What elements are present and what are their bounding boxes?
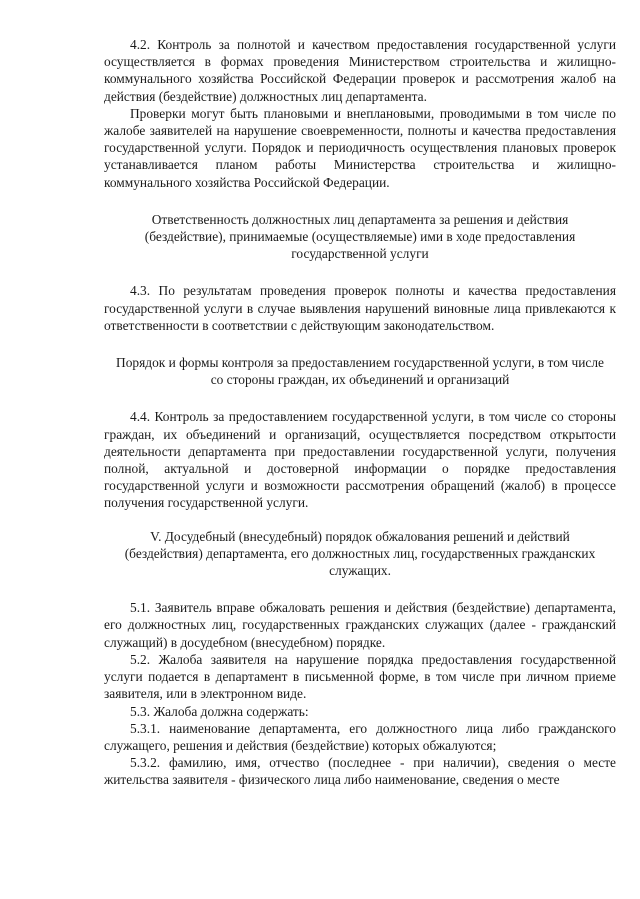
heading-responsibility: Ответственность должностных лиц департамента за решения и действия (бездействие), принимаемые (осуществляемые) ими в ходе предоставления государственной услуги [144, 211, 576, 262]
paragraph-4-4: 4.4. Контроль за предоставлением государственной услуги, в том числе со стороны граждан, их объединений и организаций, осуществляется посредством открытости деятельности департамента при предоставлении государственной услуги, получения полной, актуальной и достоверной информации о порядке предоставления государственной услуги и возможности рассмотрения обращений (жалоб) в процессе получения государственной услуги. [104, 409, 616, 511]
paragraph-5-3-2: 5.3.2. фамилию, имя, отчество (последнее - при наличии), сведения о месте жительства заявителя - физического лица либо наименование, сведения о месте [104, 755, 616, 788]
paragraph-5-1: 5.1. Заявитель вправе обжаловать решения и действия (бездействие) департамента, его должностных лиц, государственных гражданских служащих (далее - гражданский служащий) в досудебном (внесудебном) порядке. [104, 600, 616, 650]
paragraph-5-3: 5.3. Жалоба должна содержать: [130, 703, 309, 719]
paragraph-5-2: 5.2. Жалоба заявителя на нарушение порядка предоставления государственной услуги подается в департамент в письменной форме, в том числе при личном приеме заявителя, или в электронном виде. [104, 651, 616, 702]
paragraph-5-3-1: 5.3.1. наименование департамента, его должностного лица либо гражданского служащего, решения и действия (бездействие) которых обжалуются; [104, 720, 616, 753]
paragraph-4-2-inspections: Проверки могут быть плановыми и внеплановыми, проводимыми в том числе по жалобе заявителей на нарушение своевременности, полноты и качества предоставления государственной услуги. Порядок и периодичность осуществления плановых проверок устанавливается планом работы Министерства строительства и жилищно-коммунального хозяйства Российской Федерации. [104, 105, 616, 190]
heading-section-v: V. Досудебный (внесудебный) порядок обжалования решений и действий (бездействия) департамента, его должностных лиц, государственных гражданских служащих. [124, 528, 596, 579]
heading-control: Порядок и формы контроля за предоставлением государственной услуги, в том числе со стороны граждан, их объединений и организаций [116, 355, 604, 388]
paragraph-4-2: 4.2. Контроль за полнотой и качеством предоставления государственной услуги осуществляется в формах проведения Министерством строительства и жилищно-коммунального хозяйства Российской Федерации проверок и рассмотрения жалоб на действия (бездействие) должностных лиц департамента. [104, 37, 616, 104]
paragraph-4-3: 4.3. По результатам проведения проверок полноты и качества предоставления государственной услуги в случае выявления нарушений виновные лица привлекаются к ответственности в соответствии с действующим законодательством. [104, 283, 616, 333]
document-body [104, 36, 616, 789]
